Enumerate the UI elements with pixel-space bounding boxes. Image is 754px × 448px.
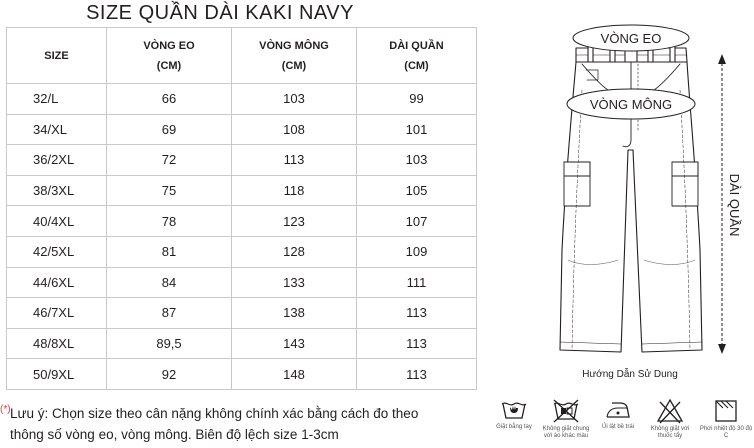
header-size bbox=[7, 28, 107, 84]
hip-cell: 133 bbox=[232, 267, 357, 298]
hand-wash-icon bbox=[501, 398, 527, 422]
table-row bbox=[7, 206, 477, 237]
header-hip-label: VÒNG MÔNG bbox=[259, 39, 329, 52]
hip-cell: 123 bbox=[232, 206, 357, 237]
size-cell: 32/L bbox=[7, 84, 107, 115]
usage-guide-caption: Hướng Dẫn Sử Dung bbox=[582, 369, 678, 380]
care-caption: Phơi nhiệt độ 30 độ C bbox=[699, 426, 753, 439]
hip-cell: 143 bbox=[232, 328, 357, 359]
hip-cell: 128 bbox=[232, 236, 357, 267]
hip-cell: 118 bbox=[232, 175, 357, 206]
size-note bbox=[0, 403, 470, 445]
note-line-1: Lưu ý: Chọn size theo cân nặng không chính xác bằng cách đo theo bbox=[10, 406, 419, 421]
waist-cell: 89,5 bbox=[107, 328, 232, 359]
header-waist-label: VÒNG EO bbox=[143, 39, 195, 52]
hip-cell: 138 bbox=[232, 298, 357, 329]
size-cell: 40/4XL bbox=[7, 206, 107, 237]
size-cell: 38/3XL bbox=[7, 175, 107, 206]
waist-cell: 78 bbox=[107, 206, 232, 237]
waist-cell: 87 bbox=[107, 298, 232, 329]
length-cell: 107 bbox=[357, 206, 477, 237]
waist-cell: 81 bbox=[107, 236, 232, 267]
table-row bbox=[7, 236, 477, 267]
length-cell: 113 bbox=[357, 298, 477, 329]
length-label: DÀI QUẦN bbox=[727, 173, 742, 237]
length-cell: 101 bbox=[357, 114, 477, 145]
waist-cell: 84 bbox=[107, 267, 232, 298]
iron-low-temp-icon bbox=[604, 398, 632, 422]
note-line-2: thông số vòng eo, vòng mông. Biên độ lệch size 1-3cm bbox=[10, 427, 339, 442]
care-item-hand-wash bbox=[487, 398, 541, 431]
waist-cell: 92 bbox=[107, 359, 232, 390]
length-cell: 99 bbox=[357, 84, 477, 115]
hip-cell: 113 bbox=[232, 145, 357, 176]
care-item-no-mixed-wash bbox=[539, 398, 593, 440]
table-row bbox=[7, 267, 477, 298]
waist-cell: 66 bbox=[107, 84, 232, 115]
table-row bbox=[7, 114, 477, 145]
header-hip bbox=[232, 28, 357, 84]
size-cell: 34/XL bbox=[7, 114, 107, 145]
size-cell: 42/5XL bbox=[7, 236, 107, 267]
size-cell: 44/6XL bbox=[7, 267, 107, 298]
size-cell: 48/8XL bbox=[7, 328, 107, 359]
table-row bbox=[7, 298, 477, 329]
length-cell: 105 bbox=[357, 175, 477, 206]
care-caption: Không giặt với thuốc tẩy bbox=[650, 426, 690, 439]
care-caption: Không giặt chung với áo khác màu bbox=[542, 426, 590, 439]
length-cell: 113 bbox=[357, 359, 477, 390]
hip-label: VÒNG MÔNG bbox=[589, 97, 673, 112]
waist-label: VÒNG EO bbox=[600, 31, 662, 46]
header-length-unit: (CM) bbox=[404, 59, 429, 72]
table-row bbox=[7, 84, 477, 115]
length-cell: 109 bbox=[357, 236, 477, 267]
length-measure-arrow bbox=[718, 54, 726, 354]
dry-in-shade-icon bbox=[713, 398, 739, 424]
care-item-iron bbox=[591, 398, 645, 431]
note-marker: (*) bbox=[0, 404, 11, 415]
header-length-label: DÀI QUẦN bbox=[389, 39, 444, 52]
header-waist-unit: (CM) bbox=[156, 59, 182, 72]
length-cell: 111 bbox=[357, 267, 477, 298]
size-table bbox=[6, 27, 477, 390]
waist-cell: 72 bbox=[107, 145, 232, 176]
header-size-label: SIZE bbox=[44, 49, 69, 62]
hip-cell: 108 bbox=[232, 114, 357, 145]
care-item-dry-shade bbox=[699, 398, 753, 440]
length-cell: 113 bbox=[357, 328, 477, 359]
size-cell: 36/2XL bbox=[7, 145, 107, 176]
size-cell: 50/9XL bbox=[7, 359, 107, 390]
length-cell: 103 bbox=[357, 145, 477, 176]
waist-cell: 69 bbox=[107, 114, 232, 145]
header-length bbox=[357, 28, 477, 84]
table-row bbox=[7, 145, 477, 176]
table-header-row bbox=[7, 28, 477, 84]
table-row bbox=[7, 359, 477, 390]
waist-cell: 75 bbox=[107, 175, 232, 206]
no-bleach-icon bbox=[656, 398, 684, 424]
page-title: SIZE QUẦN DÀI KAKI NAVY bbox=[86, 2, 354, 24]
size-cell: 46/7XL bbox=[7, 298, 107, 329]
hip-cell: 103 bbox=[232, 84, 357, 115]
pants-measurement-diagram bbox=[490, 20, 754, 390]
table-row bbox=[7, 175, 477, 206]
care-item-no-bleach bbox=[643, 398, 697, 440]
care-caption: Giặt bằng tay bbox=[496, 424, 532, 430]
care-caption: Ủi lật bề trái bbox=[601, 424, 634, 430]
header-hip-unit: (CM) bbox=[281, 59, 307, 72]
header-waist bbox=[107, 28, 232, 84]
hip-cell: 148 bbox=[232, 359, 357, 390]
table-row bbox=[7, 328, 477, 359]
no-wash-with-other-colors-icon bbox=[552, 398, 580, 424]
